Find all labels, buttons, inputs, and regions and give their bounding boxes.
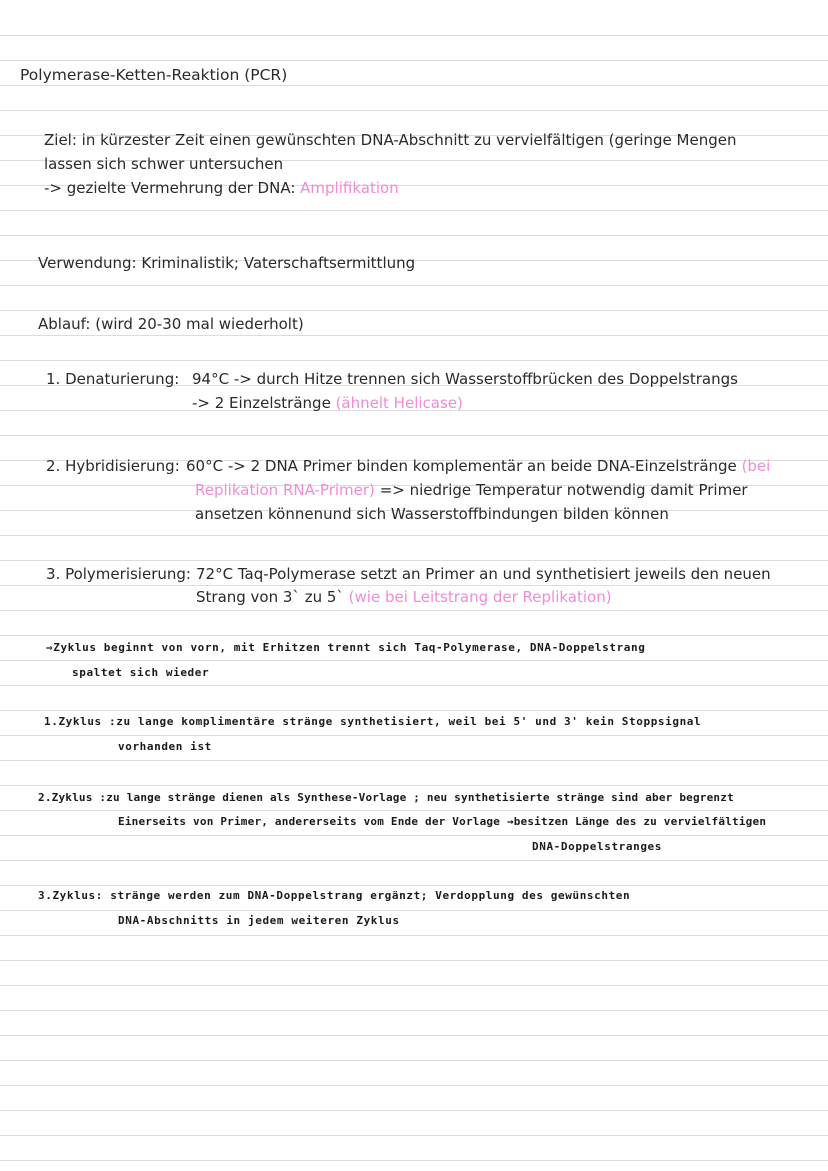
zyklus-2-line-2: Einerseits von Primer, andererseits vom Ende der Vorlage →besitzen Länge des zu vervielfältigen bbox=[118, 815, 767, 828]
step-2-line-2-text: => niedrige Temperatur notwendig damit Primer bbox=[379, 481, 748, 499]
page-title: Polymerase-Ketten-Reaktion (PCR) bbox=[20, 66, 288, 84]
step-2-line-2 bbox=[195, 478, 748, 502]
step-2-note-1: (bei bbox=[741, 457, 771, 475]
zyklus-2-line-3: DNA-Doppelstranges bbox=[532, 840, 663, 853]
step-3-note: (wie bei Leitstrang der Replikation) bbox=[348, 588, 612, 606]
ziel-line-3 bbox=[44, 176, 399, 200]
step-1-line-2-text: -> 2 Einzelstränge bbox=[192, 394, 331, 412]
ziel-line-3-text: -> gezielte Vermehrung der DNA: bbox=[44, 179, 296, 197]
step-2-line-3: ansetzen könnenund sich Wasserstoffbindungen bilden können bbox=[195, 505, 669, 523]
zyklus-1-line-1: 1.Zyklus :zu lange komplimentäre stränge synthetisiert, weil bei 5' und 3' kein Stoppsignal bbox=[44, 715, 702, 728]
step-3-line-1: 72°C Taq-Polymerase setzt an Primer an und synthetisiert jeweils den neuen bbox=[196, 565, 771, 583]
zyklus-3-line-1: 3.Zyklus: stränge werden zum DNA-Doppelstrang ergänzt; Verdopplung des gewünschten bbox=[38, 889, 631, 902]
ablauf-line: Ablauf: (wird 20-30 mal wiederholt) bbox=[38, 315, 304, 333]
step-2-line-1 bbox=[186, 454, 770, 478]
step-1-note: (ähnelt Helicase) bbox=[335, 394, 463, 412]
ziel-line-1: Ziel: in kürzester Zeit einen gewünschten DNA-Abschnitt zu vervielfältigen (geringe Mengen bbox=[44, 131, 737, 149]
amplifikation-highlight: Amplifikation bbox=[300, 179, 399, 197]
step-1-line-1: 94°C -> durch Hitze trennen sich Wasserstoffbrücken des Doppelstrangs bbox=[192, 370, 738, 388]
verwendung-line: Verwendung: Kriminalistik; Vaterschaftsermittlung bbox=[38, 254, 416, 272]
zyklus-restart-line-2: spaltet sich wieder bbox=[72, 666, 210, 679]
step-3-label: 3. Polymerisierung: bbox=[46, 565, 191, 583]
step-3-line-2 bbox=[196, 585, 612, 609]
step-1-line-2 bbox=[192, 391, 463, 415]
step-3-line-2-text: Strang von 3` zu 5` bbox=[196, 588, 344, 606]
zyklus-2-line-1: 2.Zyklus :zu lange stränge dienen als Synthese-Vorlage ; neu synthetisierte stränge sind aber begrenzt bbox=[38, 791, 734, 804]
step-2-line-1-text: 60°C -> 2 DNA Primer binden komplementär an beide DNA-Einzelstränge bbox=[186, 457, 737, 475]
ziel-line-2: lassen sich schwer untersuchen bbox=[44, 155, 284, 173]
step-2-label: 2. Hybridisierung: bbox=[46, 457, 180, 475]
step-1-label: 1. Denaturierung: bbox=[46, 370, 180, 388]
zyklus-1-line-2: vorhanden ist bbox=[118, 740, 212, 753]
zyklus-restart-line-1: ⇒Zyklus beginnt von vorn, mit Erhitzen trennt sich Taq-Polymerase, DNA-Doppelstrang bbox=[46, 641, 646, 654]
zyklus-3-line-2: DNA-Abschnitts in jedem weiteren Zyklus bbox=[118, 914, 400, 927]
step-2-note-2: Replikation RNA-Primer) bbox=[195, 481, 375, 499]
